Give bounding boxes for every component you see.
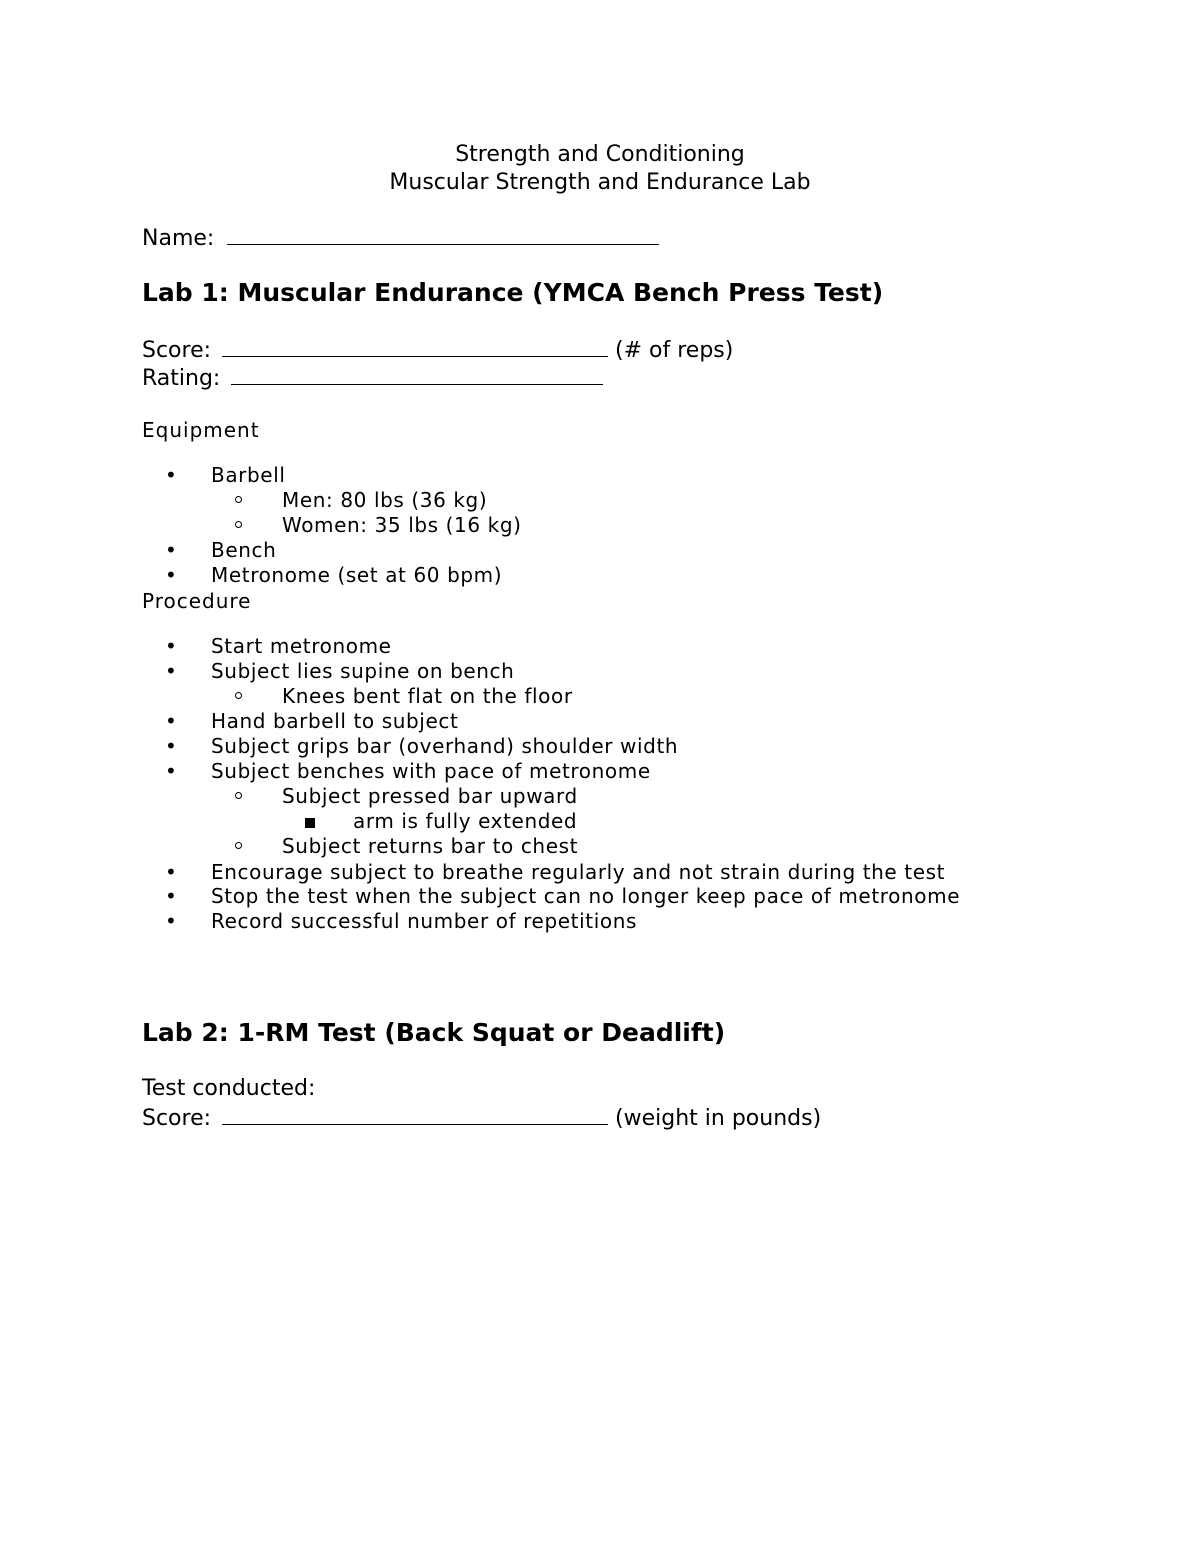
bullet-icon: • (165, 860, 177, 884)
bullet-icon: • (165, 709, 177, 733)
procedure-step: Encourage subject to breathe regularly and not strain during the test (211, 860, 946, 884)
procedure-step: Subject benches with pace of metronome (211, 759, 651, 783)
bullet-icon: • (165, 463, 177, 487)
equipment-metronome: Metronome (set at 60 bpm) (211, 563, 503, 587)
equipment-bench: Bench (211, 538, 277, 562)
bullet-icon: • (165, 538, 177, 562)
bullet-icon: • (165, 734, 177, 758)
circle-bullet-icon (235, 692, 242, 699)
lab2-score-suffix: (weight in pounds) (615, 1106, 822, 1131)
procedure-substep: Knees bent flat on the floor (282, 684, 573, 708)
lab1-score-label: Score: (142, 338, 212, 363)
name-label: Name: (142, 226, 215, 251)
lab1-score-suffix: (# of reps) (615, 338, 734, 363)
circle-bullet-icon (235, 521, 242, 528)
lab1-rating-label: Rating: (142, 366, 221, 391)
bullet-icon: • (165, 909, 177, 933)
procedure-substep: Subject pressed bar upward (282, 784, 578, 808)
lab1-score-field (142, 336, 733, 363)
lab2-heading: Lab 2: 1-RM Test (Back Squat or Deadlift) (142, 1018, 726, 1047)
square-bullet-icon (305, 818, 315, 828)
procedure-heading: Procedure (142, 589, 252, 613)
lab1-heading: Lab 1: Muscular Endurance (YMCA Bench Press Test) (142, 278, 884, 307)
procedure-substep: Subject returns bar to chest (282, 834, 579, 858)
procedure-step: Stop the test when the subject can no longer keep pace of metronome (211, 884, 961, 908)
procedure-step: Record successful number of repetitions (211, 909, 637, 933)
bullet-icon: • (165, 634, 177, 658)
lab1-rating-field (142, 364, 603, 391)
equipment-barbell: Barbell (211, 463, 286, 487)
bullet-icon: • (165, 563, 177, 587)
bullet-icon: • (165, 659, 177, 683)
document-title: Strength and Conditioning (455, 142, 745, 167)
document-subtitle: Muscular Strength and Endurance Lab (389, 170, 811, 195)
equipment-men: Men: 80 lbs (36 kg) (282, 488, 488, 512)
lab1-rating-blank-line (231, 364, 603, 385)
circle-bullet-icon (235, 496, 242, 503)
procedure-step: Subject lies supine on bench (211, 659, 515, 683)
lab2-score-blank-line (222, 1104, 608, 1125)
procedure-step: Hand barbell to subject (211, 709, 459, 733)
bullet-icon: • (165, 759, 177, 783)
name-field (142, 224, 659, 251)
procedure-step: Start metronome (211, 634, 392, 658)
lab2-test-conducted: Test conducted: (142, 1076, 316, 1101)
lab1-score-blank-line (222, 336, 608, 357)
circle-bullet-icon (235, 842, 242, 849)
equipment-heading: Equipment (142, 418, 260, 442)
lab2-score-label: Score: (142, 1106, 212, 1131)
bullet-icon: • (165, 884, 177, 908)
circle-bullet-icon (235, 792, 242, 799)
lab2-score-field (142, 1104, 821, 1131)
equipment-women: Women: 35 lbs (16 kg) (282, 513, 522, 537)
name-blank-line (227, 224, 659, 245)
procedure-subsubstep: arm is fully extended (353, 809, 578, 833)
procedure-step: Subject grips bar (overhand) shoulder width (211, 734, 679, 758)
